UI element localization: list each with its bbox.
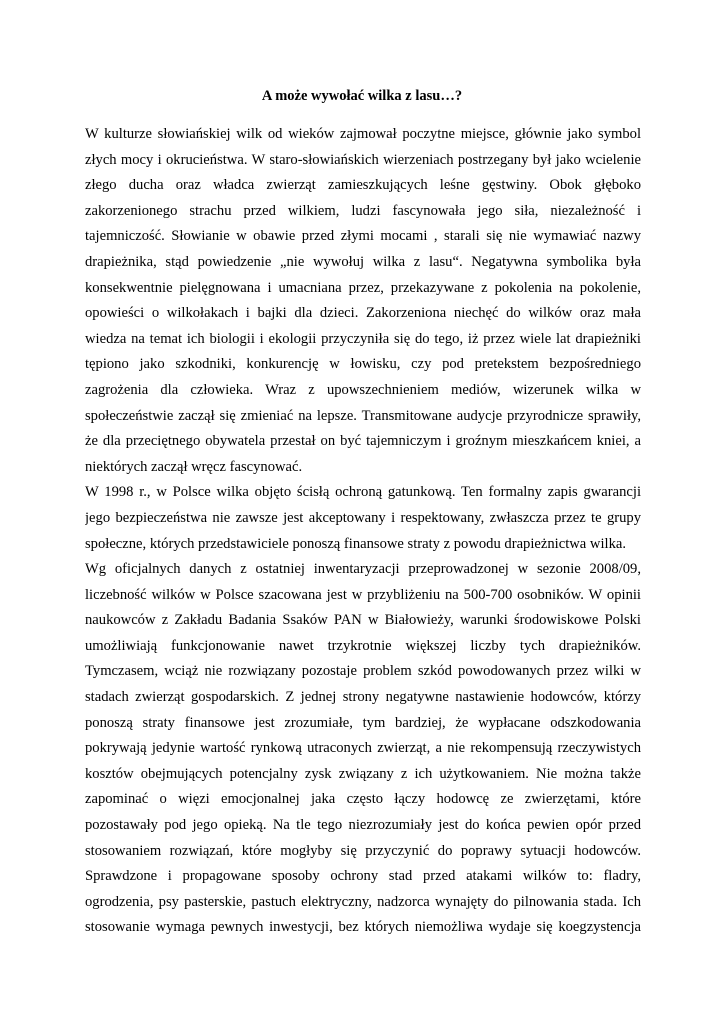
text-line: W kulturze słowiańskiej wilk od wieków zajmował poczytne miejsce, głównie jako symbol	[85, 126, 641, 142]
document-body	[85, 122, 641, 941]
text-line: zakorzenionego strachu przed wilkiem, ludzi fascynowała jego siła, niezależność i	[85, 202, 641, 219]
text-line: społeczne, których przedstawiciele ponoszą finansowe straty z powodu drapieżnictwa wilka.	[85, 535, 626, 552]
text-line: tępiono jako szkodniki, konkurencję w łowisku, czy pod pretekstem bezpośredniego	[85, 356, 641, 373]
text-line: stadach zwierząt gospodarskich. Z jednej strony negatywne nastawienie hodowców, którzy	[85, 689, 641, 706]
document-title: A może wywołać wilka z lasu…?	[261, 88, 463, 104]
text-line: drapieżnika, stąd powiedzenie „nie wywołuj wilka z lasu“. Negatywna symbolika była	[85, 253, 641, 270]
text-line: tajemniczość. Słowianie w obawie przed złymi mocami , starali się nie wymawiać nazwy	[85, 228, 641, 245]
text-line: złego ducha oraz władca zwierząt zamieszkujących leśne gęstwiny. Obok głęboko	[85, 177, 641, 194]
text-line: umożliwiają funkcjonowanie nawet trzykrotnie większej liczby tych drapieżników.	[85, 637, 641, 654]
text-line: opowieści o wilkołakach i bajki dla dzieci. Zakorzeniona niechęć do wilków oraz mała	[85, 305, 641, 322]
text-line: społeczeństwie zaczął się zmieniać na lepsze. Transmitowane audycje przyrodnicze sprawiły,	[85, 407, 641, 424]
text-line: Wg oficjalnych danych z ostatniej inwentaryzacji przeprowadzonej w sezonie 2008/09,	[85, 561, 641, 578]
text-line: złych mocy i okrucieństwa. W staro-słowiańskich wierzeniach postrzegany był jako wcielenie	[85, 151, 641, 168]
text-line: ogrodzenia, psy pasterskie, pastuch elektryczny, nadzorca wynajęty do pilnowania stada. Ich	[85, 893, 641, 910]
text-line: W 1998 r., w Polsce wilka objęto ścisłą ochroną gatunkową. Ten formalny zapis gwarancji	[85, 484, 641, 501]
text-line: wiedza na temat ich biologii i ekologii przyczyniła się do tego, iż przez wiele lat drapieżniki	[85, 330, 641, 347]
text-line: stosowanie wymaga pewnych inwestycji, bez których niemożliwa wydaje się koegzystencja	[85, 919, 641, 936]
text-line: pokrywają jedynie wartość rynkową utraconych zwierząt, a nie rekompensują rzeczywistych	[85, 740, 641, 757]
text-line: zagrożenia dla człowieka. Wraz z upowszechnieniem mediów, wizerunek wilka w	[85, 381, 641, 398]
text-line: kosztów obejmujących potencjalny zysk związany z ich użytkowaniem. Nie można także	[85, 765, 641, 782]
text-line: liczebność wilków w Polsce szacowana jest w przybliżeniu na 500-700 osobników. W opinii	[85, 586, 641, 603]
text-line: konsekwentnie pielęgnowana i umacniana przez, przekazywane z pokolenia na pokolenie,	[85, 279, 641, 296]
text-line: ponoszą straty finansowe jest zrozumiałe, tym bardziej, że wypłacane odszkodowania	[85, 714, 641, 731]
text-line: jego bezpieczeństwa nie zawsze jest akceptowany i respektowany, zwłaszcza przez te grupy	[85, 509, 641, 526]
text-line: Sprawdzone i propagowane sposoby ochrony stad przed atakami wilków to: fladry,	[85, 868, 641, 885]
text-line: Tymczasem, wciąż nie rozwiązany pozostaje problem szkód powodowanych przez wilki w	[85, 663, 641, 680]
text-line: zapominać o więzi emocjonalnej jaka często łączy hodowcę ze zwierzętami, które	[85, 791, 641, 808]
text-line: naukowców z Zakładu Badania Ssaków PAN w Białowieży, warunki środowiskowe Polski	[85, 612, 641, 629]
text-line: niektórych zaczął wręcz fascynować.	[85, 458, 303, 475]
text-line: że dla przeciętnego obywatela przestał on być tajemniczym i groźnym mieszkańcem kniei, a	[85, 433, 641, 450]
text-line: stosowaniem rozwiązań, które mogłyby się przyczynić do poprawy sytuacji hodowców.	[85, 842, 641, 859]
text-line: pozostawały pod jego opieką. Na tle tego niezrozumiały jest do końca pewien opór przed	[85, 817, 641, 834]
